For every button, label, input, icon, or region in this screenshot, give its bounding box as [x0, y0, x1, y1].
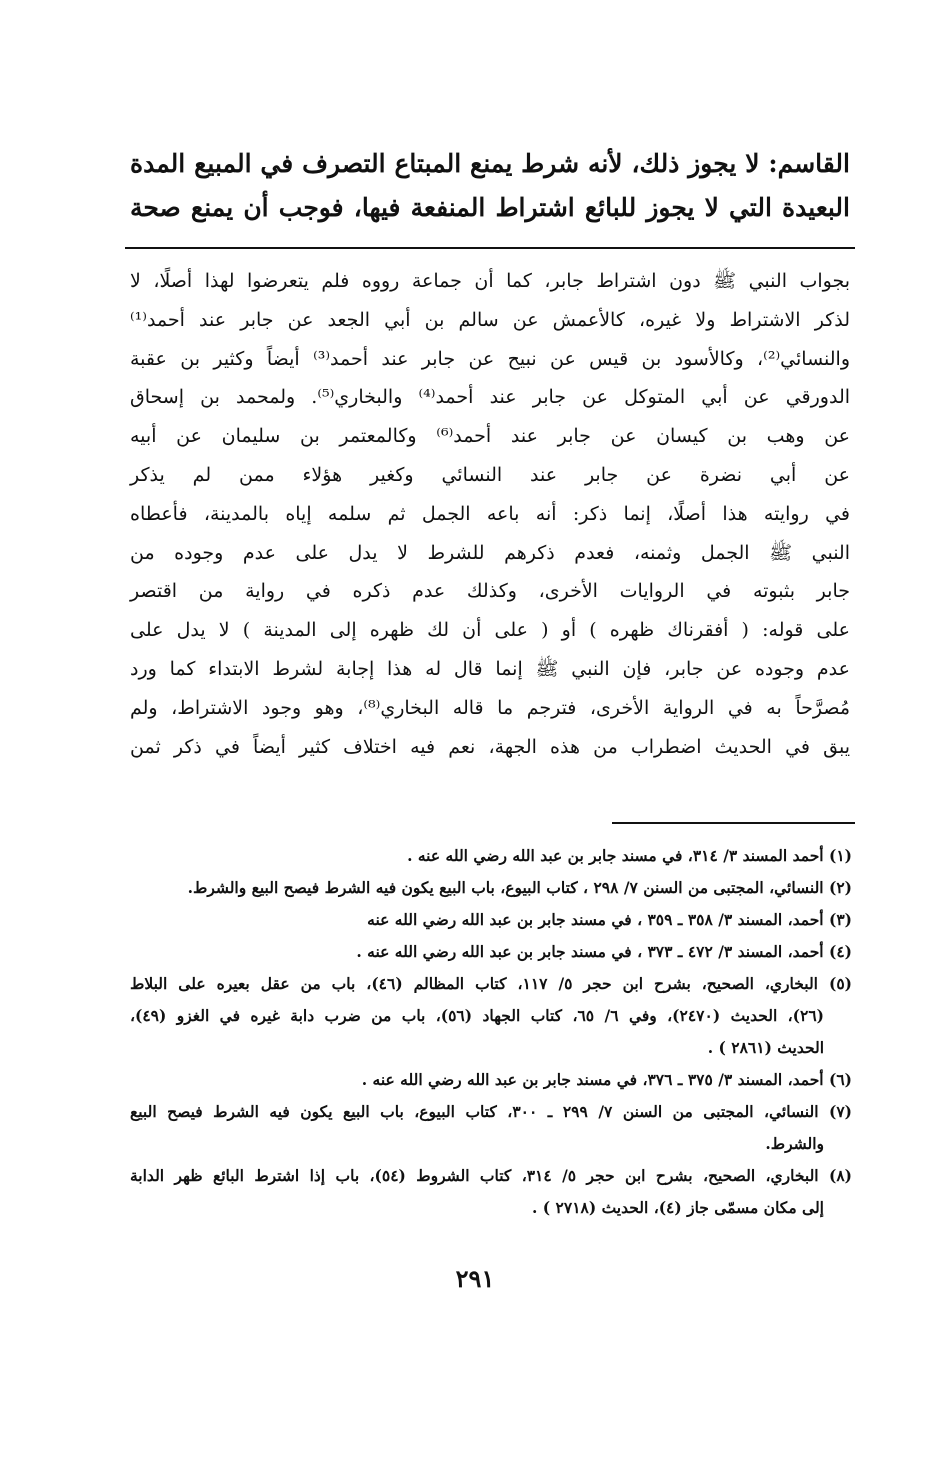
footnote-line: (٤) أحمد، المسند ٣/ ٤٧٢ ـ ٣٧٣ ، في مسند جابر بن عبد الله رضي الله عنه . — [356, 942, 852, 961]
footnote-line: (٢) النسائي، المجتبى من السنن ٧/ ٢٩٨ ، كتاب البيوع، باب البيع يكون فيه الشرط فيصح البيع والشرط. — [187, 878, 852, 897]
footnote-divider — [612, 822, 855, 824]
footnotes — [130, 840, 852, 1224]
commentary-line: بجواب النبي ﷺ دون اشتراط جابر، كما أن جماعة رووه فلم يتعرضوا لهذا أصلًا، لا — [130, 270, 850, 292]
footnote-6 — [130, 1064, 852, 1096]
commentary-line: يبق في الحديث اضطراب من هذه الجهة، نعم فيه اختلاف كثير أيضاً في ذكر ثمن — [130, 735, 850, 758]
commentary-line: في روايته هذا أصلًا، إنما ذكر: أنه باعه الجمل ثم سلمه إياه بالمدينة، فأعطاه — [130, 502, 850, 525]
main-text-line: القاسم: لا يجوز ذلك، لأنه شرط يمنع المبتاع التصرف في المبيع المدة — [130, 149, 850, 178]
footnote-line: والشرط. — [765, 1134, 824, 1153]
commentary-text — [130, 262, 850, 766]
commentary-line: عدم وجوده عن جابر، فإن النبي ﷺ إنما قال له هذا إجابة لشرط الابتداء كما ورد — [130, 657, 850, 680]
footnote-7 — [130, 1096, 852, 1160]
commentary-line: عن أبي نضرة عن جابر عند النسائي وكغير هؤلاء ممن لم يذكر — [130, 463, 850, 486]
main-text — [130, 142, 850, 230]
footnote-line: الحديث (٢٨٦١ ) . — [707, 1038, 824, 1057]
commentary-line: النبي ﷺ الجمل وثمنه، فعدم ذكرهم للشرط لا يدل على عدم وجوده من — [130, 541, 850, 564]
commentary-line: مُصرَّحاً به في الرواية الأخرى، فترجم ما قاله البخاري⁽⁸⁾، وهو وجود الاشتراط، ولم — [130, 696, 851, 719]
footnote-line: (٧) النسائي، المجتبى من السنن ٧/ ٢٩٩ ـ ٣٠٠، كتاب البيوع، باب البيع يكون فيه الشرط فيصح البيع — [130, 1102, 853, 1121]
footnote-4 — [130, 936, 852, 968]
commentary-line: عن وهب بن كيسان عن جابر عند أحمد⁽⁶⁾ وكالمعتمر بن سليمان عن أبيه — [130, 425, 850, 448]
footnote-5 — [130, 968, 852, 1064]
commentary-line: على قوله: ( أفقرناك ظهره ) أو ( على أن لك ظهره إلى المدينة ) لا يدل على — [130, 619, 850, 642]
footnote-line: (٦) أحمد، المسند ٣/ ٣٧٥ ـ ٣٧٦، في مسند جابر بن عبد الله رضي الله عنه . — [361, 1070, 852, 1089]
footnote-8 — [130, 1160, 852, 1224]
footnote-line: (٣) أحمد، المسند ٣/ ٣٥٨ ـ ٣٥٩ ، في مسند جابر بن عبد الله رضي الله عنه — [367, 910, 852, 929]
footnote-line: (٨) البخاري، الصحيح، بشرح ابن حجر ٥/ ٣١٤، كتاب الشروط (٥٤)، باب إذا اشترط البائع ظهر الدابة — [130, 1166, 853, 1185]
page-number: ٢٩١ — [455, 1264, 495, 1293]
footnote-line: (١) أحمد المسند ٣/ ٣١٤، في مسند جابر بن عبد الله رضي الله عنه . — [407, 846, 852, 865]
commentary-line: جابر بثبوته في الروايات الأخرى، وكذلك عدم ذكره في رواية من اقتصر — [130, 580, 850, 603]
commentary-line: والنسائي⁽²⁾، وكالأسود بن قيس عن نبيح عن جابر عند أحمد⁽³⁾ أيضاً وكثير بن عقبة — [130, 347, 850, 370]
footnote-line: (٢٦)، الحديث (٢٤٧٠)، وفي ٦/ ٦٥، كتاب الجهاد (٥٦)، باب من ضرب دابة غيره في الغزو (٤٩)، — [130, 1006, 825, 1025]
main-text-divider — [125, 247, 855, 249]
commentary-line: لذكر الاشتراط ولا غيره، كالأعمش عن سالم بن أبي الجعد عن جابر عند أحمد⁽¹⁾ — [130, 308, 850, 331]
footnote-1 — [130, 840, 852, 872]
main-text-line: البعيدة التي لا يجوز للبائع اشتراط المنفعة فيها، فوجب أن يمنع صحة — [130, 193, 850, 222]
footnote-2 — [130, 872, 852, 904]
footnote-line: (٥) البخاري، الصحيح، بشرح ابن حجر ٥/ ١١٧، كتاب المظالم (٤٦)، باب من عقل بعيره على البلاط — [130, 974, 852, 993]
commentary-line: الدورقي عن أبي المتوكل عن جابر عند أحمد⁽⁴⁾ والبخاري⁽⁵⁾. ولمحمد بن إسحاق — [130, 386, 851, 409]
footnote-line: إلى مكان مسمّى جاز (٤)، الحديث (٢٧١٨ ) . — [532, 1198, 824, 1217]
footnote-3 — [130, 904, 852, 936]
